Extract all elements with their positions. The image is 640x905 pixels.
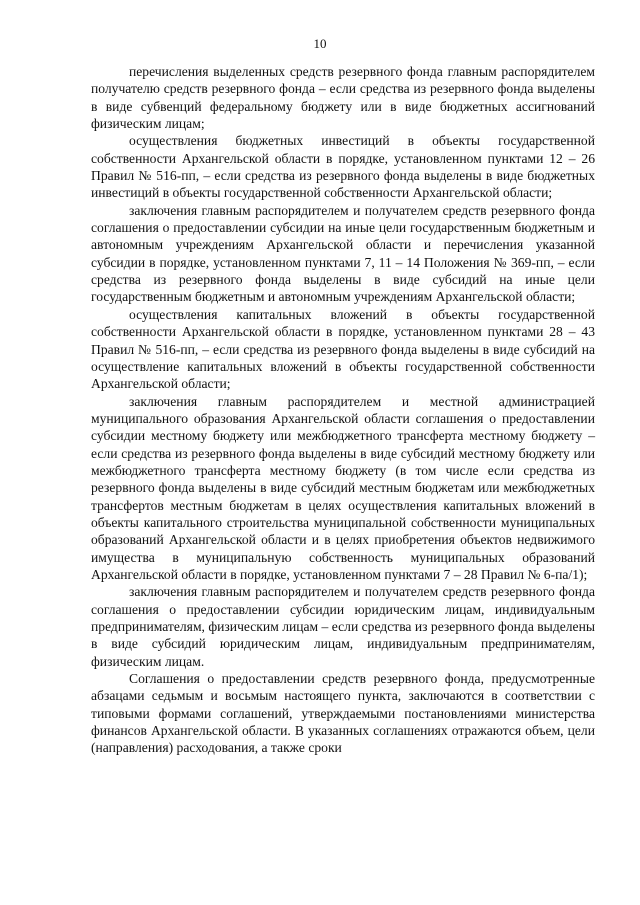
document-body [91, 63, 595, 757]
paragraph: заключения главным распорядителем и получателем средств резервного фонда соглашения о предоставлении субсидии на иные цели государственным бюджетным и автономным учреждениям Архангельской области и перечисления указанной субсидии в порядке, установленном пунктами 7, 11 – 14 Положения № 369-пп, – если средства из резервного фонда выделены в виде субсидий на иные цели государственным бюджетным и автономным учреждениям Архангельской области; [91, 202, 595, 305]
paragraph: перечисления выделенных средств резервного фонда главным распорядителем получателю средств резервного фонда – если средства из резервного фонда выделены в виде субвенций федеральному бюджету или в виде бюджетных ассигнований физическим лицам; [91, 64, 595, 132]
paragraph: Соглашения о предоставлении средств резервного фонда, предусмотренные абзацами седьмым и восьмым настоящего пункта, заключаются в соответствии с типовыми формами соглашений, утверждаемыми постановлениями министерства финансов Архангельской области. В указанных соглашениях отражаются объем, цели (направления) расходования, а также сроки [91, 671, 595, 756]
paragraph: заключения главным распорядителем и получателем средств резервного фонда соглашения о предоставлении субсидии юридическим лицам, индивидуальным предпринимателям, физическим лицам – если средства из резервного фонда выделены в виде субсидий юридическим лицам, индивидуальным предпринимателям, физическим лицам. [91, 584, 595, 669]
page-number: 10 [313, 36, 327, 51]
paragraph: осуществления бюджетных инвестиций в объекты государственной собственности Архангельской области в порядке, установленном пунктами 12 – 26 Правил № 516-пп, – если средства из резервного фонда выделены в виде бюджетных инвестиций в объекты государственной собственности Архангельской области; [91, 133, 595, 201]
paragraph: осуществления капитальных вложений в объекты государственной собственности Архангельской области в порядке, установленном пунктами 28 – 43 Правил № 516-пп, – если средства из резервного фонда выделены в виде субсидий на осуществление капитальных вложений в объекты государственной собственности Архангельской области; [91, 306, 595, 392]
paragraph: заключения главным распорядителем и местной администрацией муниципального образования Архангельской области соглашения о предоставлении субсидии местному бюджету или межбюджетного трансферта местному бюджету – если средства из резервного фонда выделены в виде субсидий местному бюджету или межбюджетного трансферта местному бюджету (в том числе если средства из резервного фонда выделены в виде субсидий местным бюджетам или межбюджетных трансфертов местным бюджетам в целях осуществления капитальных вложений в объекты капитального строительства муниципальной собственности муниципальных образований Архангельской области и в целях приобретения объектов недвижимого имущества в муниципальную собственность муниципальных образований Архангельской области в порядке, установленном пунктами 7 – 28 Правил № 6-па/1); [91, 393, 595, 582]
